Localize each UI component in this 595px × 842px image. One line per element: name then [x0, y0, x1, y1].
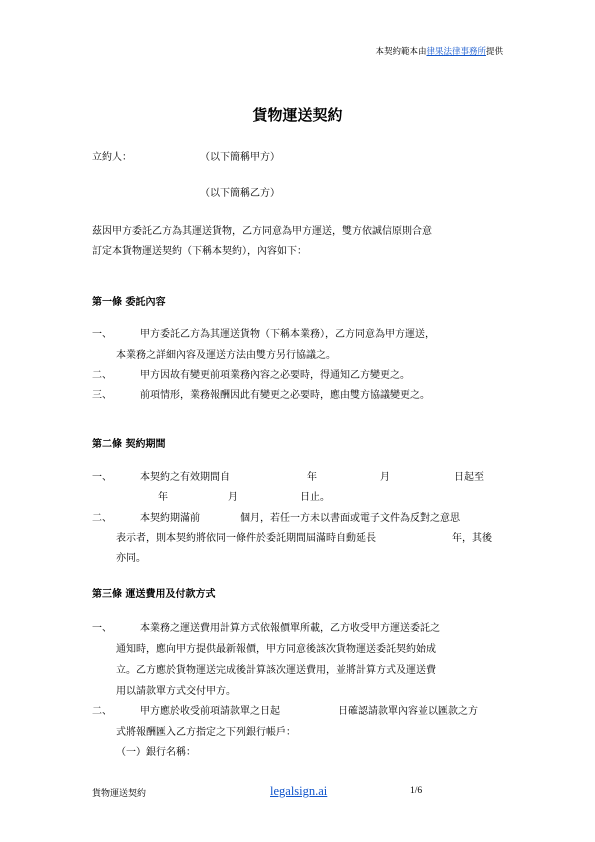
article-1-item-3-line-1: 前項情形，業務報酬因此有變更之必要時，應由雙方協議變更之。	[140, 390, 430, 401]
article-2-item-2-marker: 二、	[92, 513, 112, 524]
article-2-item-1-marker: 一、	[92, 472, 112, 483]
article-3-item-2-text-b: 日確認請款單內容並以匯款之方	[338, 706, 478, 717]
document-title: 貨物運送契約	[252, 106, 343, 124]
article-1-heading: 第一條 委託內容	[92, 297, 166, 308]
party-b-label: （以下簡稱乙方）	[200, 188, 280, 199]
article-3-item-2-text-a: 甲方應於收受前項請款單之日起	[140, 706, 280, 717]
article-3-item-1-line-1: 本業務之運送費用計算方式依報價單所載，乙方收受甲方運送委託之	[140, 623, 440, 634]
footer-page-number: 1/6	[410, 786, 423, 796]
article-2-item-2-text-b: 個月，若任一方未以書面或電子文件為反對之意思	[240, 513, 460, 524]
article-3-item-1-line-3: 立。乙方應於貨物運送完成後計算該次運送費用，並將計算方式及運送費	[116, 665, 436, 676]
party-a-label: （以下簡稱甲方）	[200, 152, 280, 163]
article-2-item-1-text-a: 本契約之有效期間自	[140, 472, 230, 483]
article-3-item-2-line-2: 式將報酬匯入乙方指定之下列銀行帳戶：	[116, 727, 296, 738]
intro-line-2: 訂定本貨物運送契約（下稱本契約），內容如下：	[92, 246, 307, 257]
article-2-item-2-text-a: 本契約期滿前	[140, 513, 200, 524]
article-2-item-1-end-month: 月	[228, 492, 238, 503]
law-firm-link[interactable]: 律果法律事務所	[426, 47, 486, 57]
header-prefix: 本契約範本由	[375, 47, 427, 57]
footer-doc-name: 貨物運送契約	[92, 789, 147, 799]
header-suffix: 提供	[485, 47, 503, 57]
article-3-heading: 第三條 運送費用及付款方式	[92, 589, 216, 600]
article-2-item-2-line-3: 亦同。	[116, 553, 146, 564]
article-3-item-2-sub-1: （一）銀行名稱：	[116, 747, 196, 758]
article-2-item-1-year: 年	[307, 472, 317, 483]
parties-label: 立約人：	[92, 152, 132, 163]
article-3-item-2-marker: 二、	[92, 706, 112, 717]
article-2-item-2-line-2b: 年，其後	[452, 533, 492, 544]
page-header	[375, 45, 503, 57]
article-1-item-2-line-1: 甲方因故有變更前項業務內容之必要時，得通知乙方變更之。	[140, 370, 410, 381]
article-3-item-1-marker: 一、	[92, 623, 112, 634]
article-1-item-1-line-1: 甲方委託乙方為其運送貨物（下稱本業務），乙方同意為甲方運送，	[140, 329, 435, 340]
article-1-item-1-line-2: 本業務之詳細內容及運送方法由雙方另行協議之。	[116, 350, 336, 361]
article-1-item-3-marker: 三、	[92, 390, 112, 401]
article-3-item-1-line-2: 通知時，應向甲方提供最新報價，甲方同意後該次貨物運送委託契約始成	[116, 644, 436, 655]
article-2-item-1-end-day: 日止。	[300, 492, 330, 503]
article-2-heading: 第二條 契約期間	[92, 439, 166, 450]
intro-line-1: 茲因甲方委託乙方為其運送貨物，乙方同意為甲方運送，雙方依誠信原則合意	[92, 226, 432, 237]
article-1-item-1-marker: 一、	[92, 329, 112, 340]
article-2-item-1-day-from: 日起至	[454, 472, 484, 483]
article-2-item-1-end-year: 年	[158, 492, 168, 503]
article-3-item-1-line-4: 用以請款單方式交付甲方。	[116, 686, 236, 697]
article-2-item-2-line-2a: 表示者，則本契約將依同一條件於委託期間屆滿時自動延長	[116, 533, 376, 544]
footer-legalsign-link[interactable]: legalsign.ai	[270, 784, 328, 798]
article-2-item-1-month: 月	[380, 472, 390, 483]
article-1-item-2-marker: 二、	[92, 370, 112, 381]
